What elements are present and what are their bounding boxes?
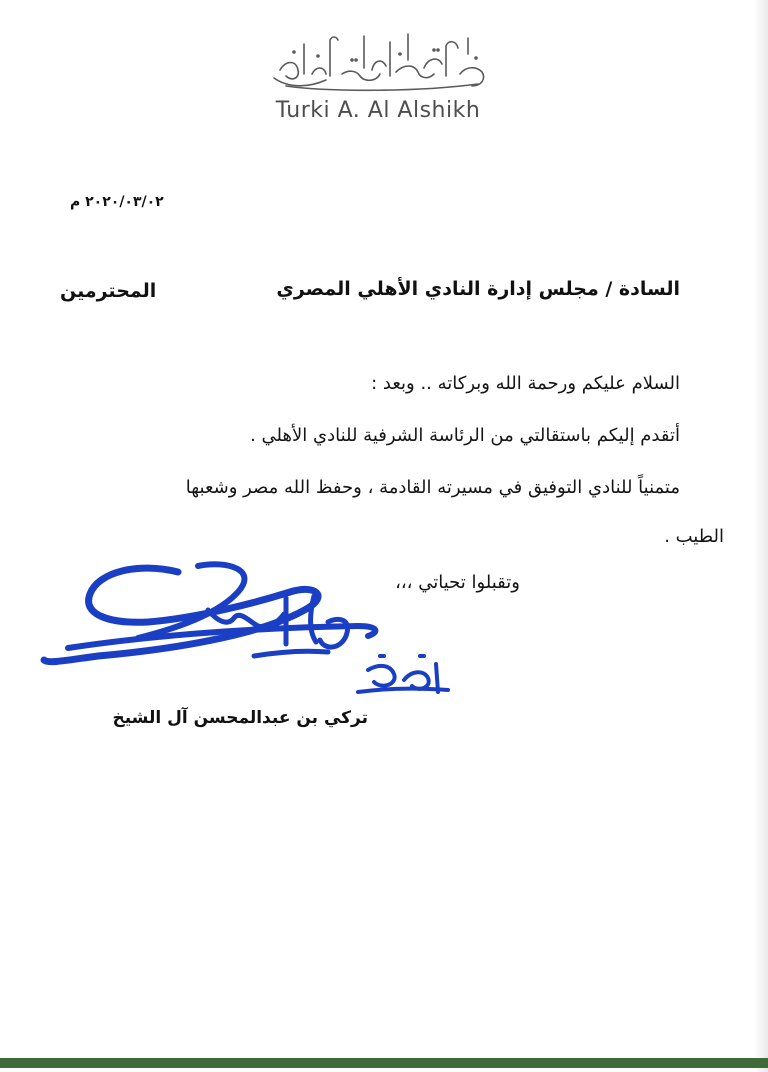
letterhead-name: Turki A. Al Alshikh: [275, 98, 481, 123]
letter-date: ٢٠٢٠/٠٣/٠٢ م: [70, 194, 164, 210]
body-line-continuation: الطيب .: [664, 526, 724, 547]
footer-band: [0, 1058, 768, 1068]
handwritten-signature: [28, 552, 458, 712]
body-line-wishes: متمنياً للنادي التوفيق في مسيرته القادمة ، وحفظ الله مصر وشعبها: [185, 477, 680, 498]
addressee-line: السادة / مجلس إدارة النادي الأهلي المصري: [276, 278, 680, 300]
signer-name: تركي بن عبدالمحسن آل الشيخ: [112, 708, 368, 728]
greeting-line: السلام عليكم ورحمة الله وبركاته .. وبعد :: [371, 373, 680, 394]
closing-line: وتقبلوا تحياتي ،،،: [395, 572, 520, 593]
body-line-resignation: أتقدم إليكم باستقالتي من الرئاسة الشرفية للنادي الأهلي .: [250, 425, 680, 446]
calligraphy-logo: [268, 30, 490, 92]
addressee-honorific: المحترمين: [60, 280, 157, 302]
page-edge-shadow: [754, 0, 768, 1072]
